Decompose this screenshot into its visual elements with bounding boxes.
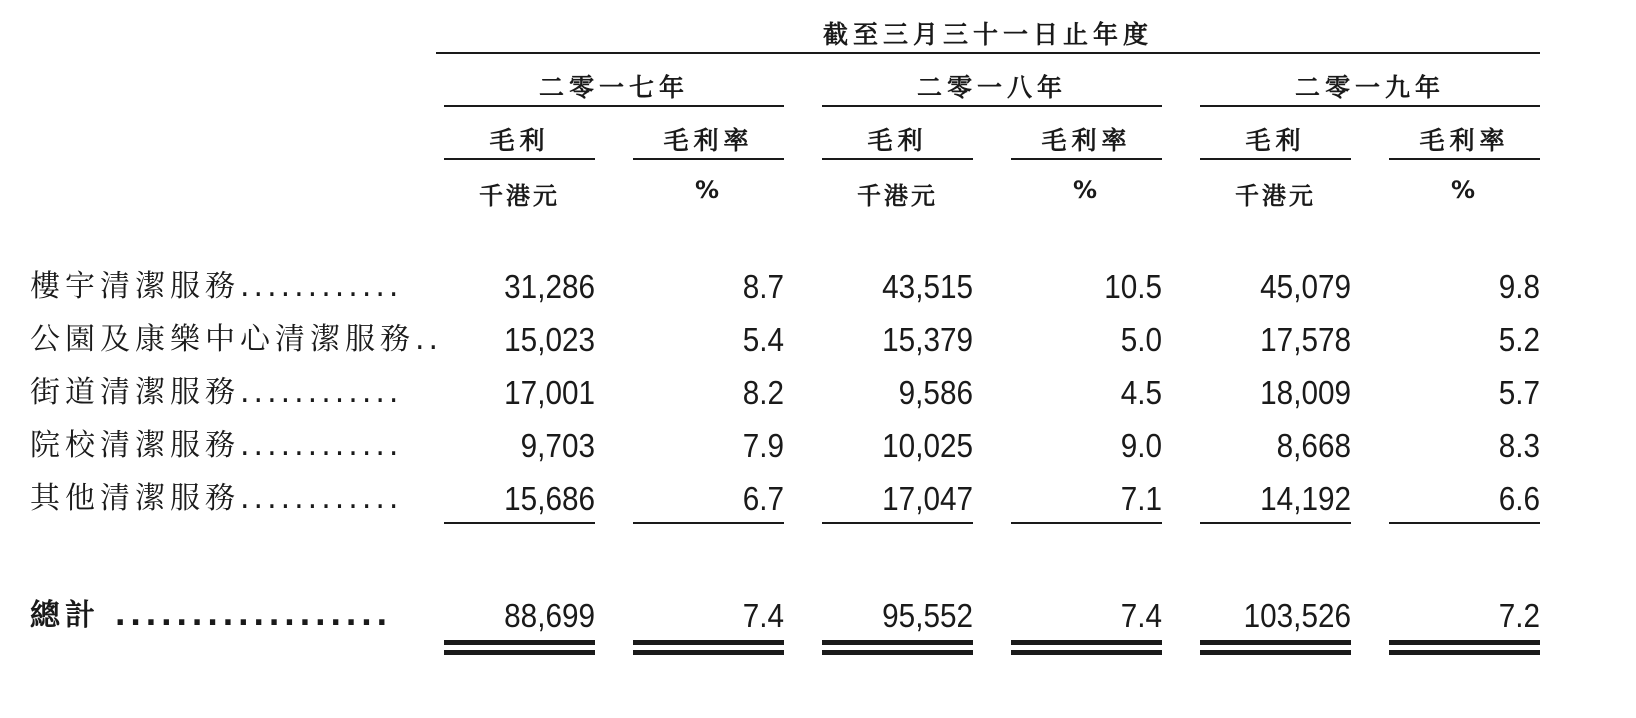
- leader-dots: ............: [240, 481, 403, 516]
- total-double-rule: [1389, 640, 1540, 655]
- leader-dots: ............: [240, 428, 403, 463]
- gross-margin-2019: 5.2: [1498, 321, 1540, 358]
- col-title-rule: [633, 158, 784, 160]
- gross-margin-2017: 6.7: [742, 480, 784, 517]
- col-title-gross-margin-2019: 毛利率: [1419, 126, 1510, 155]
- total-gross-profit-2017: 88,699: [504, 597, 595, 634]
- unit-label: %: [1450, 176, 1479, 204]
- total-double-rule: [444, 640, 595, 655]
- col-title-rule: [1200, 158, 1351, 160]
- year-2019-rule: [1200, 105, 1540, 107]
- gross-margin-2019: 9.8: [1498, 268, 1540, 305]
- unit-label: 千港元: [857, 182, 938, 210]
- row-label-text: 總計: [30, 598, 100, 633]
- col-title-gross-margin-2018: 毛利率: [1041, 126, 1132, 155]
- leader-dots: ..: [415, 322, 443, 357]
- total-gross-margin-2017: 7.4: [742, 597, 784, 634]
- gross-margin-2019: 6.6: [1498, 480, 1540, 517]
- total-gross-profit-2019: 103,526: [1243, 597, 1351, 634]
- leader-dots: ..................: [100, 598, 392, 633]
- leader-dots: ............: [240, 269, 403, 304]
- total-gross-profit-2018: 95,552: [882, 597, 973, 634]
- year-2019-header: 二零一九年: [1294, 73, 1445, 102]
- subtotal-rule: [822, 522, 973, 524]
- period-rule: [436, 52, 1540, 54]
- unit-label: 千港元: [479, 182, 560, 210]
- total-double-rule: [1200, 640, 1351, 655]
- gross-profit-2019: 8,668: [1276, 427, 1351, 464]
- gross-margin-2017: 5.4: [742, 321, 784, 358]
- col-title-rule: [444, 158, 595, 160]
- row-label-text: 院校清潔服務: [30, 428, 240, 463]
- total-double-rule: [822, 640, 973, 655]
- row-label-street-cleaning: [30, 373, 410, 413]
- year-2018-header: 二零一八年: [916, 73, 1067, 102]
- gross-profit-2018: 10,025: [882, 427, 973, 464]
- row-label-text: 街道清潔服務: [30, 375, 240, 410]
- row-label-text: 樓宇清潔服務: [30, 269, 240, 304]
- gross-profit-2018: 17,047: [882, 480, 973, 517]
- col-title-rule: [1011, 158, 1162, 160]
- period-header: 截至三月三十一日止年度: [822, 20, 1153, 49]
- year-2017-header: 二零一七年: [538, 73, 689, 102]
- total-gross-margin-2019: 7.2: [1498, 597, 1540, 634]
- gross-profit-2017: 17,001: [504, 374, 595, 411]
- subtotal-rule: [633, 522, 784, 524]
- year-2017-rule: [444, 105, 784, 107]
- total-double-rule: [633, 640, 784, 655]
- row-label-school-cleaning: [30, 426, 410, 466]
- col-title-gross-margin-2017: 毛利率: [663, 126, 754, 155]
- gross-profit-2019: 18,009: [1260, 374, 1351, 411]
- gross-profit-2018: 9,586: [898, 374, 973, 411]
- row-label-total: [30, 596, 410, 636]
- gross-profit-2017: 15,023: [504, 321, 595, 358]
- total-double-rule: [1011, 640, 1162, 655]
- gross-margin-2019: 8.3: [1498, 427, 1540, 464]
- subtotal-rule: [1011, 522, 1162, 524]
- subtotal-rule: [1200, 522, 1351, 524]
- gross-margin-2018: 7.1: [1120, 480, 1162, 517]
- year-2018-rule: [822, 105, 1162, 107]
- gross-profit-2017: 9,703: [520, 427, 595, 464]
- gross-profit-2017: 15,686: [504, 480, 595, 517]
- col-title-gross-profit-2018: 毛利: [867, 126, 928, 155]
- gross-profit-2019: 17,578: [1260, 321, 1351, 358]
- col-title-gross-profit-2017: 毛利: [489, 126, 550, 155]
- col-title-gross-profit-2019: 毛利: [1245, 126, 1306, 155]
- gross-profit-2019: 14,192: [1260, 480, 1351, 517]
- gross-margin-2019: 5.7: [1498, 374, 1540, 411]
- unit-label: %: [694, 176, 723, 204]
- col-title-rule: [822, 158, 973, 160]
- gross-profit-2017: 31,286: [504, 268, 595, 305]
- gross-margin-2018: 9.0: [1120, 427, 1162, 464]
- total-gross-margin-2018: 7.4: [1120, 597, 1162, 634]
- leader-dots: ............: [240, 375, 403, 410]
- row-label-building-cleaning: [30, 267, 410, 307]
- unit-label: %: [1072, 176, 1101, 204]
- gross-margin-2018: 10.5: [1104, 268, 1162, 305]
- gross-margin-2017: 8.7: [742, 268, 784, 305]
- subtotal-rule: [1389, 522, 1540, 524]
- row-label-other-cleaning: [30, 479, 410, 519]
- row-label-park-cleaning: [30, 320, 443, 360]
- gross-profit-2019: 45,079: [1260, 268, 1351, 305]
- unit-label: 千港元: [1235, 182, 1316, 210]
- row-label-text: 其他清潔服務: [30, 481, 240, 516]
- gross-profit-2018: 43,515: [882, 268, 973, 305]
- gross-margin-2018: 4.5: [1120, 374, 1162, 411]
- col-title-rule: [1389, 158, 1540, 160]
- gross-margin-2017: 8.2: [742, 374, 784, 411]
- row-label-text: 公園及康樂中心清潔服務: [30, 322, 415, 357]
- gross-margin-2018: 5.0: [1120, 321, 1162, 358]
- gross-profit-2018: 15,379: [882, 321, 973, 358]
- subtotal-rule: [444, 522, 595, 524]
- gross-margin-2017: 7.9: [742, 427, 784, 464]
